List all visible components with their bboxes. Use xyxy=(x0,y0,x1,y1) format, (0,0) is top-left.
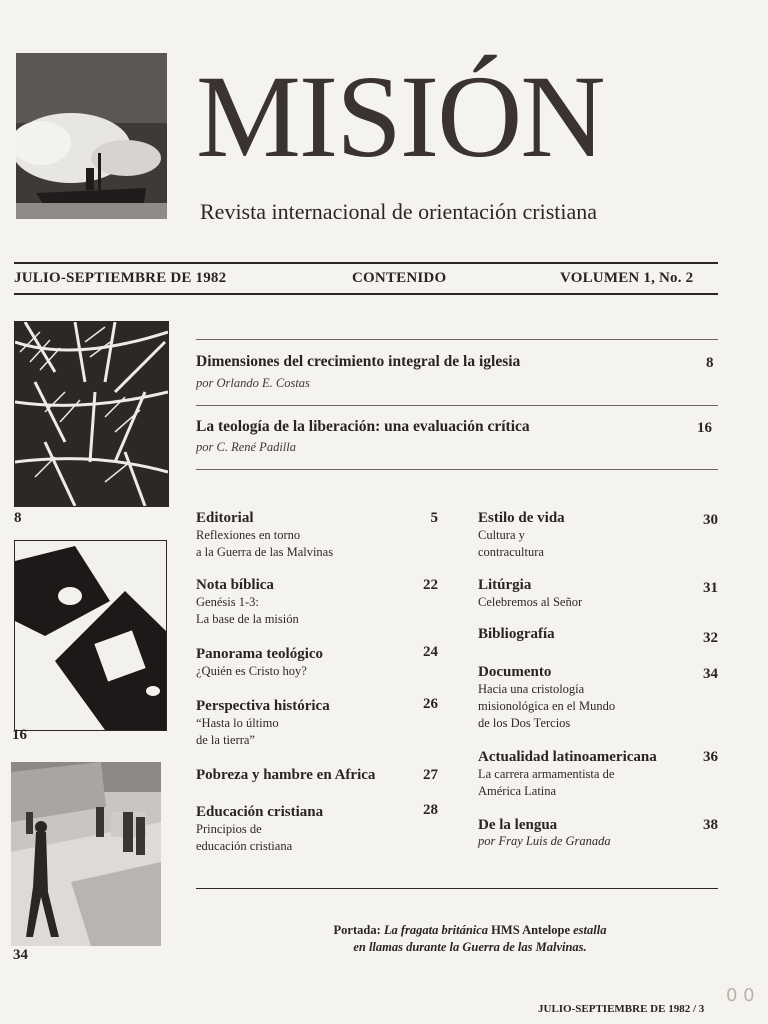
toc-page: 32 xyxy=(703,630,718,646)
issue-date: JULIO-SEPTIEMBRE DE 1982 xyxy=(14,270,227,286)
photo-caption-8: 8 xyxy=(14,510,22,526)
toc-entry xyxy=(196,804,438,855)
contents-rule-bottom xyxy=(196,888,718,889)
toc-subtitle: La base de la misión xyxy=(196,612,299,626)
toc-entry xyxy=(478,664,718,732)
masthead-title: MISIÓN xyxy=(196,51,604,182)
toc-subtitle: contracultura xyxy=(478,545,544,559)
toc-entry xyxy=(196,646,438,680)
featured-title-1: Dimensiones del crecimiento integral de la iglesia xyxy=(196,353,521,370)
cover-caption-text: La fragata británica xyxy=(383,923,489,937)
toc-subtitle: de la tierra” xyxy=(196,733,255,747)
cover-caption-text: en llamas durante la Guerra de las Malvinas. xyxy=(353,940,587,954)
featured-page-2: 16 xyxy=(697,420,712,436)
toc-subtitle: Celebremos al Señor xyxy=(478,595,583,609)
toc-title: Pobreza y hambre en Africa xyxy=(196,767,376,783)
toc-subtitle: América Latina xyxy=(478,784,557,798)
toc-title: Perspectiva histórica xyxy=(196,698,330,714)
toc-subtitle: de los Dos Tercios xyxy=(478,716,571,730)
page-footer: JULIO-SEPTIEMBRE DE 1982 / 3 xyxy=(538,1003,705,1015)
cover-photo-frigate xyxy=(16,53,167,219)
toc-entry xyxy=(196,577,438,628)
toc-subtitle: educación cristiana xyxy=(196,839,293,853)
toc-title: De la lengua xyxy=(478,817,558,833)
featured-page-1: 8 xyxy=(706,355,714,371)
cover-caption-text: estalla xyxy=(573,923,607,937)
toc-entry xyxy=(196,510,438,561)
toc-subtitle: Genésis 1-3: xyxy=(196,595,259,609)
toc-title: Litúrgia xyxy=(478,577,532,593)
cover-caption xyxy=(240,922,700,956)
photo-caption-16: 16 xyxy=(12,727,27,743)
masthead-subtitle: Revista internacional de orientación cristiana xyxy=(200,199,598,224)
toc-subtitle: La carrera armamentista de xyxy=(478,767,615,781)
toc-entry xyxy=(478,510,718,561)
toc-subtitle: misionológica en el Mundo xyxy=(478,699,616,713)
toc-entry xyxy=(478,749,718,800)
toc-subtitle: “Hasta lo último xyxy=(196,716,279,730)
toc-page: 31 xyxy=(703,580,718,596)
toc-entry xyxy=(478,626,718,646)
toc-subtitle: ¿Quién es Cristo hoy? xyxy=(196,664,307,678)
toc-subtitle: Cultura y xyxy=(478,528,525,542)
toc-title: Estilo de vida xyxy=(478,510,565,526)
toc-entry xyxy=(478,577,718,611)
toc-title: Documento xyxy=(478,664,552,680)
toc-page: 34 xyxy=(703,666,718,682)
toc-page: 5 xyxy=(430,510,438,526)
contents-rule-2 xyxy=(196,405,718,406)
toc-subtitle: Reflexiones en torno xyxy=(196,528,301,542)
cover-caption-label: Portada: xyxy=(333,923,381,937)
header-rule-top xyxy=(14,262,718,264)
contents-rule-3 xyxy=(196,469,718,470)
header-rule-bottom xyxy=(14,293,718,295)
toc-page: 24 xyxy=(423,644,438,660)
featured-byline-2: por C. René Padilla xyxy=(196,440,296,454)
cover-caption-ship: HMS Antelope xyxy=(491,923,570,937)
featured-title-2: La teología de la liberación: una evaluación crítica xyxy=(196,418,530,435)
photo-palm-leaves xyxy=(14,321,169,507)
toc-title: Nota bíblica xyxy=(196,577,274,593)
photo-street-scene xyxy=(11,762,161,946)
toc-title: Educación cristiana xyxy=(196,804,324,820)
volume-number: VOLUMEN 1, No. 2 xyxy=(560,270,694,286)
toc-subtitle: Hacia una cristología xyxy=(478,682,585,696)
toc-subtitle: Principios de xyxy=(196,822,262,836)
contents-heading: CONTENIDO xyxy=(352,270,447,286)
toc-page: 26 xyxy=(423,696,438,712)
toc-page: 36 xyxy=(703,749,718,765)
photo-caption-34: 34 xyxy=(13,947,28,963)
toc-subtitle: a la Guerra de las Malvinas xyxy=(196,545,334,559)
toc-title: Actualidad latinoamericana xyxy=(478,749,657,765)
toc-entry xyxy=(196,767,438,784)
toc-title: Panorama teológico xyxy=(196,646,324,662)
toc-entry xyxy=(196,698,438,749)
toc-page: 38 xyxy=(703,817,718,833)
toc-page: 22 xyxy=(423,577,438,593)
featured-byline-1: por Orlando E. Costas xyxy=(196,376,310,390)
toc-title: Editorial xyxy=(196,510,254,526)
archive-stamp: 0 0 xyxy=(726,985,755,1006)
toc-byline: por Fray Luis de Granada xyxy=(478,834,611,848)
toc-entry xyxy=(478,817,718,849)
toc-page: 27 xyxy=(423,767,438,783)
toc-page: 30 xyxy=(703,512,718,528)
photo-chain-link xyxy=(14,540,167,731)
contents-rule-1 xyxy=(196,339,718,340)
toc-title: Bibliografía xyxy=(478,626,555,642)
toc-page: 28 xyxy=(423,802,438,818)
